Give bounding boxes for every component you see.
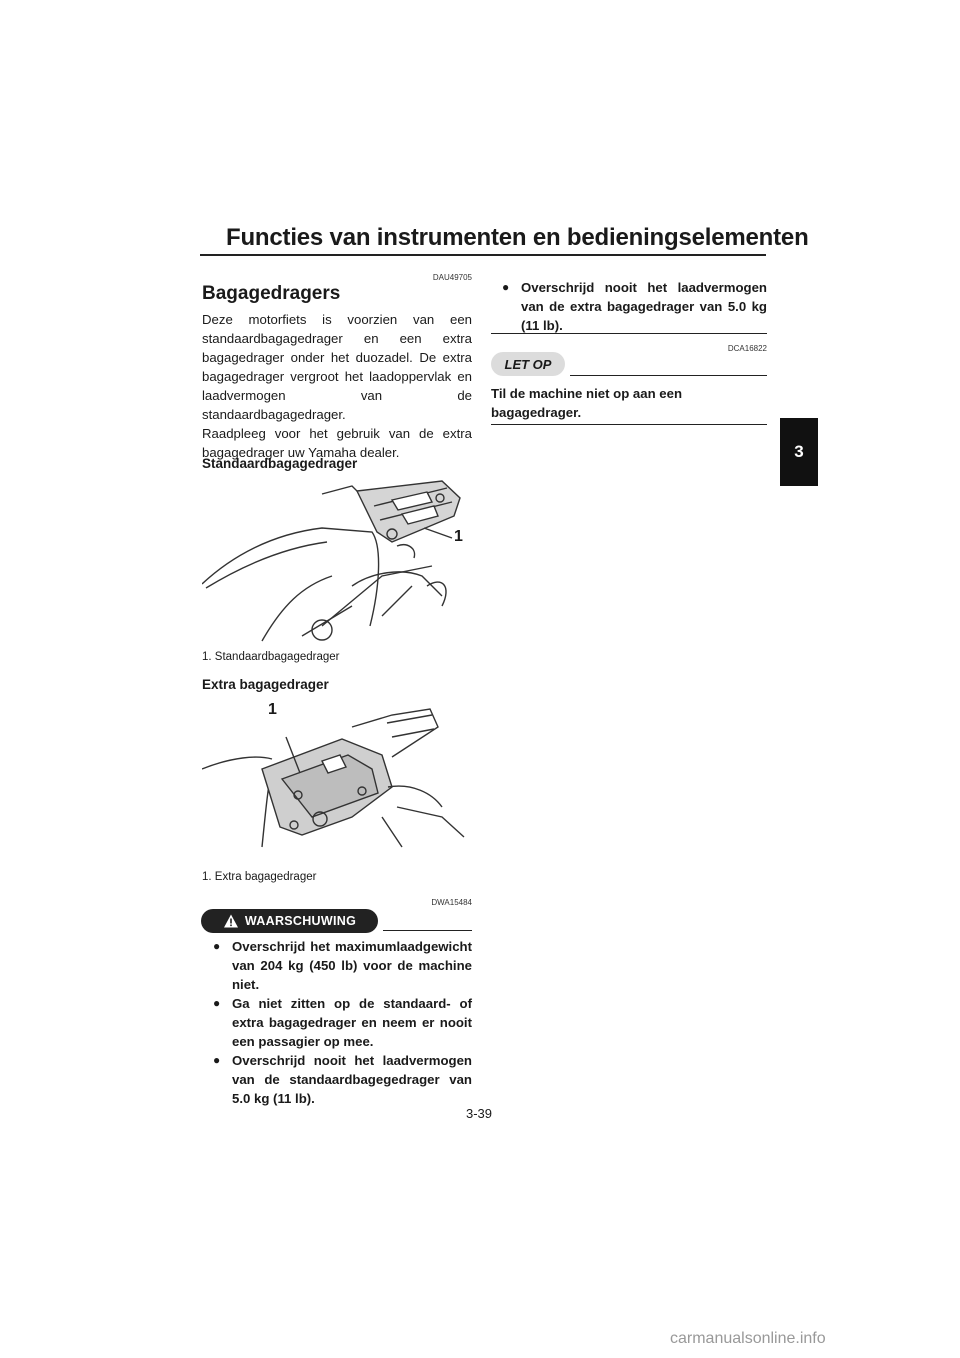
standard-carrier-illustration — [202, 476, 474, 646]
caution-badge: LET OP — [491, 352, 565, 376]
caution-code: DCA16822 — [727, 344, 767, 353]
figure-heading: Extra bagagedrager — [202, 677, 329, 692]
section-title: Bagagedragers — [202, 283, 341, 304]
figure-caption: 1. Standaardbagagedrager — [202, 651, 340, 663]
section-body — [202, 310, 472, 462]
caution-text: Til de machine niet op aan een bagagedrager. — [491, 386, 683, 420]
warning-code: DWA15484 — [431, 898, 472, 907]
figure-caption: 1. Extra bagagedrager — [202, 871, 317, 883]
figure-callout: 1 — [454, 528, 463, 545]
warning-item: ● Overschrijd het maximumlaadgewicht van 204 kg (450 lb) voor de machine niet. — [202, 937, 472, 994]
page-header-title: Functies van instrumenten en bedieningselementen — [226, 224, 809, 251]
standard-carrier-drawing — [202, 476, 474, 646]
caution-rule — [570, 375, 767, 376]
header-rule — [200, 254, 766, 256]
page-number: 3-39 — [466, 1106, 493, 1121]
warning-rule — [383, 930, 472, 931]
warning-end-rule — [491, 333, 767, 334]
chapter-tab: 3 — [780, 418, 818, 486]
footer-watermark: carmanualsonline.info — [670, 1330, 826, 1347]
warning-list — [202, 937, 472, 1108]
figure-callout: 1 — [268, 701, 277, 718]
warning-item: ● Ga niet zitten op de standaard- of extra bagagedrager en neem er nooit een passagier op mee. — [202, 994, 472, 1051]
body-paragraph: Deze motorfiets is voorzien van een standaardbagagedrager en een extra bagagedrager onder het duozadel. De extra bagagedrager vergroot het laadoppervlak en laadvermogen van de standaardbagagedrager. — [202, 312, 472, 422]
caution-end-rule — [491, 424, 767, 425]
figure-heading: Standaardbagagedrager — [202, 456, 358, 471]
warning-triangle-icon — [223, 913, 239, 929]
extra-carrier-drawing — [202, 697, 474, 867]
warning-item: ● Overschrijd nooit het laadvermogen van de standaardbagegedrager van 5.0 kg (11 lb). — [202, 1051, 472, 1108]
warning-label: WAARSCHUWING — [244, 914, 357, 928]
warning-badge — [201, 909, 378, 933]
extra-carrier-illustration — [202, 697, 474, 867]
warning-item: ● Overschrijd nooit het laadvermogen van de extra bagagedrager van 5.0 kg (11 lb). — [491, 278, 767, 335]
warning-list-continued — [491, 278, 767, 335]
section-code: DAU49705 — [432, 273, 472, 282]
body-paragraph: Raadpleeg voor het gebruik van de extra bagagedrager uw Yamaha dealer. — [202, 426, 472, 460]
